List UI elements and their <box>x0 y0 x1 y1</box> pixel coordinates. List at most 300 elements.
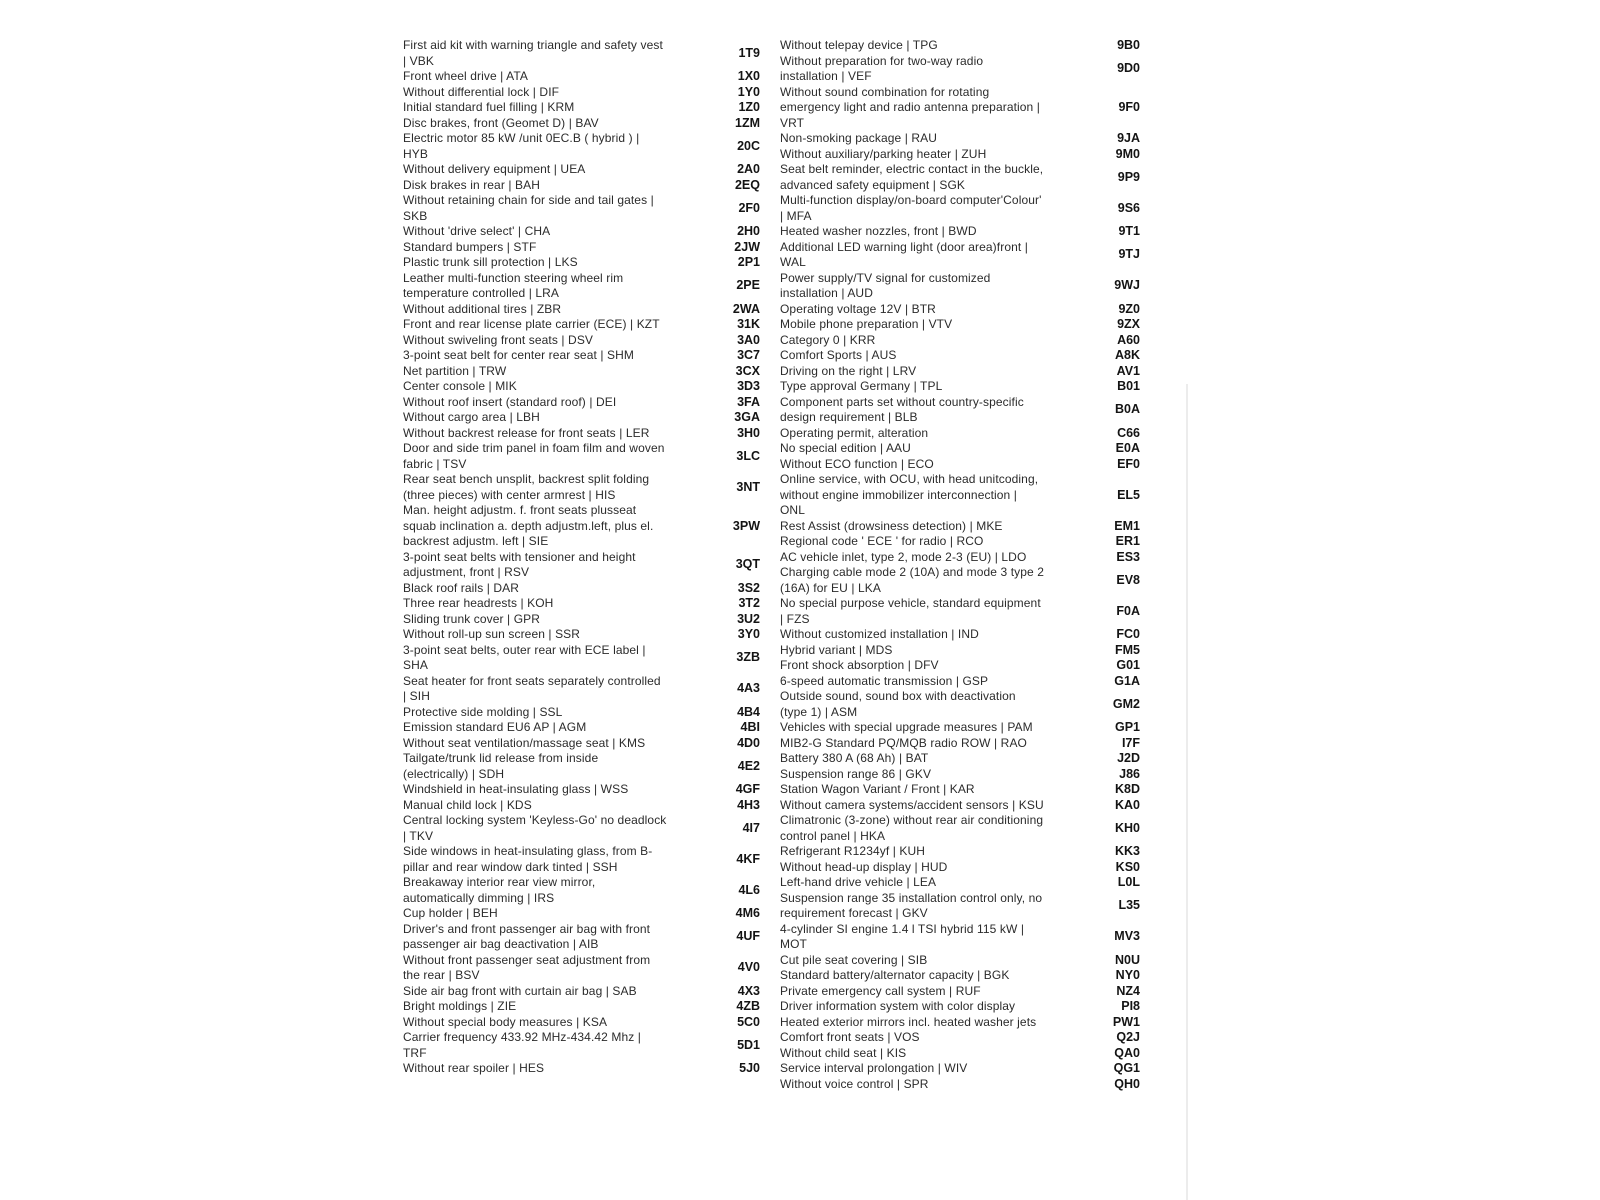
option-code: L35 <box>1118 898 1140 913</box>
option-description: Left-hand drive vehicle | LEA <box>780 875 937 889</box>
option-code: L0L <box>1117 875 1140 889</box>
option-code: 3GA <box>734 410 760 424</box>
option-row <box>403 38 760 69</box>
option-row <box>780 426 1140 442</box>
option-description: Without customized installation | IND <box>780 627 979 641</box>
option-code: 3PW <box>732 518 760 533</box>
option-code: 4X3 <box>737 983 760 998</box>
option-code: 3ZB <box>736 650 760 665</box>
option-code: 1Z0 <box>738 100 760 114</box>
option-code: G1A <box>1114 673 1140 688</box>
option-code: K8D <box>1114 782 1140 796</box>
option-description: Vehicles with special upgrade measures | PAM <box>780 720 1033 734</box>
option-row <box>780 751 1140 767</box>
option-description: 3-point seat belts, outer rear with ECE label | SHA <box>403 642 646 672</box>
option-description: 4-cylinder SI engine 1.4 l TSI hybrid 115 kW | MOT <box>780 921 1025 951</box>
option-description: Carrier frequency 433.92 MHz-434.42 Mhz | TRF <box>403 1030 641 1060</box>
option-row <box>780 54 1140 85</box>
option-description: Without delivery equipment | UEA <box>403 162 586 176</box>
option-row <box>403 317 760 333</box>
option-description: Rest Assist (drowsiness detection) | MKE <box>780 518 1003 533</box>
option-row <box>780 767 1140 783</box>
option-description: Heated exterior mirrors incl. heated washer jets <box>780 1014 1037 1029</box>
option-description: Comfort front seats | VOS <box>780 1030 920 1044</box>
option-code: EM1 <box>1114 518 1140 533</box>
option-row <box>403 348 760 364</box>
option-code: 4D0 <box>737 735 760 750</box>
option-row <box>780 674 1140 690</box>
option-row <box>403 844 760 875</box>
option-description: Climatronic (3-zone) without rear air conditioning control panel | HKA <box>780 813 1044 843</box>
option-row <box>403 612 760 628</box>
option-code: EV8 <box>1116 572 1140 587</box>
option-code: KK3 <box>1114 844 1140 858</box>
option-description: Without front passenger seat adjustment from the rear | BSV <box>403 952 651 982</box>
option-row <box>780 333 1140 349</box>
option-description: Without telepay device | TPG <box>780 38 938 52</box>
option-row <box>403 178 760 194</box>
page-edge-shadow <box>1186 384 1188 1200</box>
option-description: Front shock absorption | DFV <box>780 658 939 672</box>
option-description: Without ECO function | ECO <box>780 456 934 471</box>
option-row <box>403 224 760 240</box>
option-row <box>403 627 760 643</box>
option-row <box>403 302 760 318</box>
option-code: 2F0 <box>738 200 760 215</box>
option-row <box>780 193 1140 224</box>
option-code: NZ4 <box>1116 983 1140 998</box>
option-row <box>780 519 1140 535</box>
option-row <box>780 271 1140 302</box>
option-description: Power supply/TV signal for customized installation | AUD <box>780 270 991 300</box>
option-code: 3D3 <box>737 379 760 393</box>
option-row <box>780 534 1140 550</box>
option-row <box>780 131 1140 147</box>
option-row <box>780 689 1140 720</box>
option-code: B01 <box>1117 379 1140 393</box>
option-code: 9ZX <box>1117 317 1140 331</box>
option-code: C66 <box>1117 425 1140 440</box>
option-description: Driver's and front passenger air bag with front passenger air bag deactivation | AIB <box>403 921 651 951</box>
option-code: 4H3 <box>737 797 760 812</box>
option-description: Type approval Germany | TPL <box>780 379 943 393</box>
option-description: Without seat ventilation/massage seat | KMS <box>403 735 646 750</box>
option-description: Disk brakes in rear | BAH <box>403 177 540 192</box>
option-row <box>780 596 1140 627</box>
option-description: Bright moldings | ZIE <box>403 999 517 1013</box>
option-description: Category 0 | KRR <box>780 332 876 347</box>
option-description: Charging cable mode 2 (10A) and mode 3 type 2 (16A) for EU | LKA <box>780 565 1044 595</box>
option-description: 3-point seat belts with tensioner and height adjustment, front | RSV <box>403 549 636 579</box>
option-row <box>403 984 760 1000</box>
option-row <box>780 224 1140 240</box>
option-description: Without 'drive select' | CHA <box>403 224 551 238</box>
option-row <box>780 720 1140 736</box>
option-description: Hybrid variant | MDS <box>780 642 893 657</box>
option-code: 4L6 <box>738 882 760 897</box>
option-description: Tailgate/trunk lid release from inside (electrically) | SDH <box>403 751 599 781</box>
option-description: Suspension range 35 installation control only, no requirement forecast | GKV <box>780 890 1043 920</box>
option-description: Without preparation for two-way radio installation | VEF <box>780 53 984 83</box>
option-row <box>780 891 1140 922</box>
option-row <box>403 426 760 442</box>
option-row <box>780 472 1140 519</box>
option-code: EL5 <box>1117 487 1140 502</box>
option-row <box>403 906 760 922</box>
option-code: 9TJ <box>1118 247 1140 262</box>
option-row <box>780 813 1140 844</box>
option-row <box>403 240 760 256</box>
option-code: 2PE <box>736 278 760 293</box>
option-description: Without additional tires | ZBR <box>403 301 562 316</box>
option-description: Cup holder | BEH <box>403 906 498 920</box>
option-description: Front and rear license plate carrier (ECE) | KZT <box>403 317 660 331</box>
option-code: 5J0 <box>739 1061 760 1075</box>
option-code: 3CX <box>735 363 760 378</box>
option-row <box>403 999 760 1015</box>
option-row <box>403 705 760 721</box>
option-row <box>403 333 760 349</box>
option-description: Side air bag front with curtain air bag | SAB <box>403 983 637 998</box>
option-description: Without sound combination for rotating emergency light and radio antenna preparation | VRT <box>780 84 1040 130</box>
option-code: 4E2 <box>737 758 760 773</box>
option-row <box>780 348 1140 364</box>
option-code: 1T9 <box>738 45 760 60</box>
option-row <box>403 410 760 426</box>
option-row <box>780 922 1140 953</box>
option-code: 3LC <box>736 448 760 463</box>
option-description: Front wheel drive | ATA <box>403 69 529 83</box>
option-code: 4UF <box>736 929 760 944</box>
option-row <box>780 550 1140 566</box>
option-description: Electric motor 85 kW /unit 0EC.B ( hybrid ) | HYB <box>403 131 640 161</box>
option-code: 2WA <box>732 301 760 316</box>
option-code: 2EQ <box>734 177 760 192</box>
option-code: I7F <box>1121 735 1140 750</box>
option-code: ES3 <box>1116 549 1140 564</box>
option-code: 1ZM <box>735 115 760 130</box>
option-description: Non-smoking package | RAU <box>780 131 938 145</box>
option-row <box>403 674 760 705</box>
option-code: 9P9 <box>1117 169 1140 184</box>
option-row <box>780 1046 1140 1062</box>
option-description: Windshield in heat-insulating glass | WSS <box>403 782 629 796</box>
option-description: Without special body measures | KSA <box>403 1014 608 1029</box>
option-row <box>780 317 1140 333</box>
option-row <box>403 596 760 612</box>
option-description: Refrigerant R1234yf | KUH <box>780 844 926 858</box>
option-code: 9D0 <box>1117 61 1140 76</box>
option-description: AC vehicle inlet, type 2, mode 2-3 (EU) | LDO <box>780 549 1027 564</box>
option-code: 5C0 <box>737 1014 760 1029</box>
option-row <box>780 953 1140 969</box>
option-row <box>780 85 1140 132</box>
option-code: 5D1 <box>737 1037 760 1052</box>
option-code: F0A <box>1116 603 1140 618</box>
option-row <box>403 503 760 550</box>
option-row <box>780 643 1140 659</box>
option-row <box>403 1015 760 1031</box>
option-code: EF0 <box>1117 456 1140 471</box>
option-code: 9B0 <box>1117 38 1140 52</box>
option-description: Without auxiliary/parking heater | ZUH <box>780 146 987 161</box>
option-code: 4V0 <box>737 960 760 975</box>
option-description: First aid kit with warning triangle and safety vest | VBK <box>403 38 663 68</box>
option-description: Disc brakes, front (Geomet D) | BAV <box>403 115 599 130</box>
option-description: Without differential lock | DIF <box>403 84 560 99</box>
option-description: Man. height adjustm. f. front seats plusseat squab inclination a. depth adjustm.left, plus el. backrest adjustm. left | SIE <box>403 503 654 548</box>
option-description: Without cargo area | LBH <box>403 410 540 424</box>
option-description: Service interval prolongation | WIV <box>780 1061 968 1075</box>
option-row <box>403 1061 760 1077</box>
option-code: 3FA <box>737 394 760 409</box>
option-description: Rear seat bench unsplit, backrest split folding (three pieces) with center armrest | HIS <box>403 472 650 502</box>
option-row <box>403 720 760 736</box>
option-row <box>403 131 760 162</box>
option-row <box>780 984 1140 1000</box>
option-description: 3-point seat belt for center rear seat | SHM <box>403 348 634 362</box>
option-code: 3NT <box>736 479 760 494</box>
option-row <box>780 147 1140 163</box>
option-row <box>780 162 1140 193</box>
option-row <box>403 1030 760 1061</box>
option-row <box>780 875 1140 891</box>
option-description: Without camera systems/accident sensors | KSU <box>780 797 1044 812</box>
option-description: Sliding trunk cover | GPR <box>403 611 541 626</box>
option-row <box>780 627 1140 643</box>
option-row <box>780 1015 1140 1031</box>
option-description: Additional LED warning light (door area)front | WAL <box>780 239 1028 269</box>
option-description: Manual child lock | KDS <box>403 797 532 812</box>
option-code: 20C <box>737 138 760 153</box>
option-row <box>780 798 1140 814</box>
option-row <box>403 472 760 503</box>
option-code: 3H0 <box>737 425 760 440</box>
option-code: 9M0 <box>1115 146 1140 161</box>
option-row <box>780 364 1140 380</box>
option-row <box>780 968 1140 984</box>
option-code: 2H0 <box>737 224 760 238</box>
option-row <box>403 162 760 178</box>
option-row <box>403 271 760 302</box>
option-code: KS0 <box>1115 859 1140 874</box>
option-code: N0U <box>1114 952 1140 967</box>
option-code: 1X0 <box>737 69 760 83</box>
option-code: 3U2 <box>737 611 760 626</box>
option-description: Side windows in heat-insulating glass, from B-pillar and rear window dark tinted | SSH <box>403 844 653 874</box>
option-description: Without roof insert (standard roof) | DEI <box>403 394 617 409</box>
option-code: 4B4 <box>737 704 760 719</box>
option-code: J2D <box>1117 751 1140 765</box>
option-row <box>780 860 1140 876</box>
option-row <box>780 379 1140 395</box>
option-description: Online service, with OCU, with head unitcoding, without engine immobilizer interconnection | ONL <box>780 472 1039 517</box>
option-code: J86 <box>1119 766 1140 781</box>
option-description: Standard bumpers | STF <box>403 239 537 254</box>
option-row <box>403 798 760 814</box>
option-description: Black roof rails | DAR <box>403 580 520 595</box>
option-row <box>403 581 760 597</box>
option-row <box>403 116 760 132</box>
option-row <box>403 922 760 953</box>
option-code: E0A <box>1115 441 1140 455</box>
option-description: Outside sound, sound box with deactivation (type 1) | ASM <box>780 689 1016 719</box>
option-description: Private emergency call system | RUF <box>780 983 981 998</box>
option-description: Battery 380 A (68 Ah) | BAT <box>780 751 929 765</box>
option-code: 9WJ <box>1114 278 1140 293</box>
option-description: Without retaining chain for side and tail gates | SKB <box>403 193 654 223</box>
option-description: MIB2-G Standard PQ/MQB radio ROW | RAO <box>780 735 1027 750</box>
option-row <box>780 1030 1140 1046</box>
option-description: Without swiveling front seats | DSV <box>403 332 594 347</box>
option-row <box>403 255 760 271</box>
option-row <box>780 302 1140 318</box>
option-row <box>403 69 760 85</box>
option-row <box>403 643 760 674</box>
option-row <box>780 565 1140 596</box>
option-code: 4BI <box>740 720 760 734</box>
option-description: Breakaway interior rear view mirror, automatically dimming | IRS <box>403 875 596 905</box>
option-code: 9JA <box>1117 131 1140 145</box>
option-row <box>403 441 760 472</box>
option-code: AV1 <box>1116 363 1140 378</box>
option-code: 2A0 <box>737 162 760 176</box>
option-code: 9S6 <box>1117 200 1140 215</box>
option-description: Without child seat | KIS <box>780 1045 907 1060</box>
option-code: MV3 <box>1114 929 1140 944</box>
option-row <box>403 736 760 752</box>
option-code: 9Z0 <box>1118 301 1140 316</box>
option-row <box>403 813 760 844</box>
option-row <box>780 782 1140 798</box>
option-code: KA0 <box>1114 797 1140 812</box>
option-row <box>780 240 1140 271</box>
option-description: Mobile phone preparation | VTV <box>780 317 953 331</box>
option-row <box>403 875 760 906</box>
option-code: A8K <box>1114 348 1140 362</box>
option-description: 6-speed automatic transmission | GSP <box>780 673 989 688</box>
option-row <box>403 193 760 224</box>
option-description: Seat belt reminder, electric contact in the buckle, advanced safety equipment | SGK <box>780 162 1044 192</box>
option-description: Regional code ' ECE ' for radio | RCO <box>780 534 984 548</box>
option-description: Multi-function display/on-board computer'Colour' | MFA <box>780 193 1042 223</box>
option-code: Q2J <box>1116 1030 1140 1044</box>
option-description: Without head-up display | HUD <box>780 859 948 874</box>
option-description: Without roll-up sun screen | SSR <box>403 627 581 641</box>
option-row <box>780 999 1140 1015</box>
option-description: Comfort Sports | AUS <box>780 348 897 362</box>
option-row <box>780 1061 1140 1077</box>
option-code: NY0 <box>1115 968 1140 982</box>
option-code: 9T1 <box>1118 224 1140 238</box>
option-code: A60 <box>1117 332 1140 347</box>
option-code: 3T2 <box>738 596 760 610</box>
options-column-left <box>403 38 760 1092</box>
option-description: Without rear spoiler | HES <box>403 1061 545 1075</box>
option-row <box>403 100 760 116</box>
option-row <box>403 379 760 395</box>
option-code: QG1 <box>1113 1061 1140 1075</box>
option-code: KH0 <box>1114 820 1140 835</box>
options-column-right <box>780 38 1140 1092</box>
option-code: PW1 <box>1112 1014 1140 1029</box>
option-code: 9F0 <box>1118 100 1140 114</box>
option-description: Door and side trim panel in foam film and woven fabric | TSV <box>403 441 665 471</box>
option-code: QH0 <box>1114 1076 1140 1091</box>
option-row <box>780 395 1140 426</box>
option-description: Driving on the right | LRV <box>780 363 917 378</box>
option-description: Initial standard fuel filling | KRM <box>403 100 575 114</box>
option-description: Without voice control | SPR <box>780 1076 929 1091</box>
option-description: Driver information system with color display <box>780 999 1016 1013</box>
option-code: 2JW <box>734 239 760 254</box>
option-code: FC0 <box>1116 627 1140 641</box>
option-code: 4A3 <box>737 681 760 696</box>
option-description: Plastic trunk sill protection | LKS <box>403 255 578 269</box>
option-row <box>780 457 1140 473</box>
option-row <box>403 550 760 581</box>
option-row <box>403 782 760 798</box>
option-description: Operating voltage 12V | BTR <box>780 301 936 316</box>
option-description: Three rear headrests | KOH <box>403 596 554 610</box>
equipment-codes-list <box>403 38 1140 1092</box>
option-row <box>780 736 1140 752</box>
option-description: Suspension range 86 | GKV <box>780 766 932 781</box>
option-row <box>780 1077 1140 1093</box>
option-code: 3S2 <box>737 580 760 595</box>
option-row <box>403 395 760 411</box>
option-description: Component parts set without country-specific design requirement | BLB <box>780 394 1024 424</box>
option-description: Emission standard EU6 AP | AGM <box>403 720 587 734</box>
option-description: Operating permit, alteration <box>780 425 929 440</box>
option-code: 3C7 <box>737 348 760 362</box>
option-code: FM5 <box>1115 642 1140 657</box>
option-row <box>403 85 760 101</box>
option-description: No special edition | AAU <box>780 441 911 455</box>
option-code: GP1 <box>1114 720 1140 734</box>
option-description: Central locking system 'Keyless-Go' no deadlock | TKV <box>403 813 667 843</box>
option-row <box>403 751 760 782</box>
option-code: 31K <box>737 317 760 331</box>
option-description: Station Wagon Variant / Front | KAR <box>780 782 975 796</box>
option-row <box>403 364 760 380</box>
option-code: 4GF <box>735 782 760 796</box>
option-description: Heated washer nozzles, front | BWD <box>780 224 977 238</box>
option-code: 4M6 <box>735 906 760 920</box>
option-code: PI8 <box>1121 999 1140 1013</box>
option-code: G01 <box>1116 658 1140 672</box>
option-code: QA0 <box>1114 1045 1140 1060</box>
option-description: Without backrest release for front seats | LER <box>403 425 650 440</box>
option-row <box>780 441 1140 457</box>
option-description: No special purpose vehicle, standard equipment | FZS <box>780 596 1041 626</box>
option-description: Net partition | TRW <box>403 363 507 378</box>
option-row <box>403 953 760 984</box>
option-code: 1Y0 <box>737 84 760 99</box>
option-code: ER1 <box>1115 534 1140 548</box>
option-row <box>780 658 1140 674</box>
option-code: 3A0 <box>737 332 760 347</box>
option-code: 2P1 <box>737 255 760 269</box>
option-description: Leather multi-function steering wheel rim temperature controlled | LRA <box>403 270 624 300</box>
option-description: Cut pile seat covering | SIB <box>780 952 928 967</box>
option-description: Seat heater for front seats separately controlled | SIH <box>403 673 661 703</box>
option-code: 4ZB <box>736 999 760 1013</box>
option-code: 4I7 <box>742 820 760 835</box>
option-code: GM2 <box>1112 696 1140 711</box>
option-code: 3Y0 <box>737 627 760 641</box>
option-code: 4KF <box>736 851 760 866</box>
